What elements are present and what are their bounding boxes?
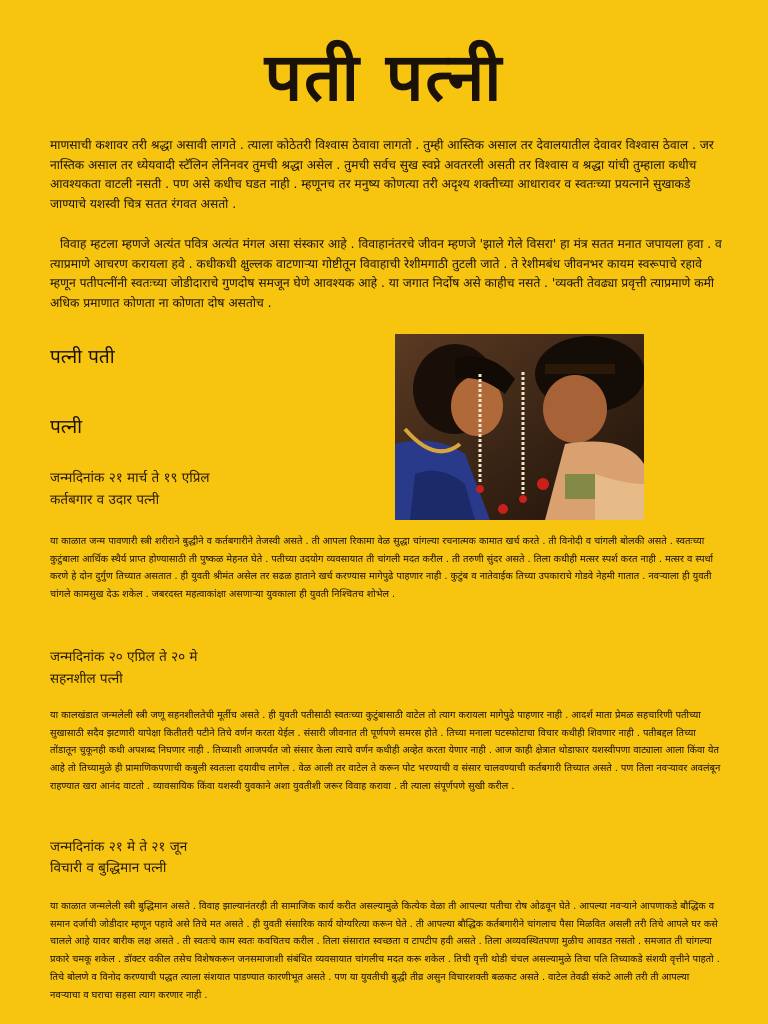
section-2-subtitle: सहनशील पत्नी — [50, 671, 123, 687]
section-2-body: या कालखंडात जन्मलेली स्त्री जणू सहनशीलतेची मूर्तीच असते . ही युवती पतीसाठी स्वतःच्या कुटुंबासाठी वाटेल तो त्याग करायला मागेपुढे पाहणार नाही . आदर्श माता प्रेमळ सहचारिणी पतीच्या सुखासाठी सदैव झटणारी यापेक्षा कितीतरी पटीने तिचे वर्णन करता येईल . संसारी जीवनात ती पूर्णपणे समरस होते . तिच्या मनाला घटस्फोटाचा विचार कधीही शिवणार नाही . पतीबद्दल तिच्या तोंडातून चुकूनही कधी अपशब्द निघणार नाही . तिच्याशी आजपर्यंत जो संसार केला त्याचे वर्णन कधीही अव्हेत करता येणार नाही . आज काही क्षेत्रात थोडाफार यशस्वीपणा वाट्याला आला किंवा येत आहे तो तिच्यामुळे ही प्रामाणिकपणाची कबुली स्वतःला दयावीच लागेल . वेळ आली तर वाटेल ते करून पोट भरण्याची व संसार चालवण्याची कर्तबगारी तिच्यात असते . पण तिला नवऱ्यावर अवलंबून राहण्यात खरा आनंद वाटतो . व्यावसायिक किंवा यशस्वी युवकाने अशा युवतीशी जरूर विवाह करावा . ती त्याला संपूर्णपणे सुखी करील . — [50, 710, 721, 792]
wedding-couple-image — [395, 334, 644, 520]
wedding-photo — [395, 334, 644, 520]
section-heading-patni: पत्नी — [50, 416, 83, 438]
section-2-date: जन्मदिनांक २० एप्रिल ते २० मे — [50, 649, 198, 665]
section-1-body: या काळात जन्म पावणारी स्त्री शरीराने बुद्धीने व कर्तबगारीने तेजस्वी असते . ती आपला रिकामा वेळ सुद्धा चांगल्या रचनात्मक कामात खर्च करते . ती विनोदी व चांगली बोलकी असते . स्वतःच्या कुटुंबाला आर्थिक स्थैर्य प्राप्त होण्यासाठी ती पुष्कळ मेहनत घेते . पतीच्या उदयोग व्यवसायात ती चांगली मदत करील . ती तरुणी सुंदर असते . तिला कधीही मत्सर स्पर्श करत नाही . मत्सर व स्पर्धा करणे हे दोन दुर्गुण तिच्यात असतात . ही युवती श्रीमंत असेल तर सढळ हाताने खर्च करण्यास मागेपुढे पाहणार नाही . कुटुंब व नातेवाईक तिच्या उपकाराचे गोडवे नेहमी गातात . नवऱ्याला ही युवती चांगले कामसुख देऊ शकेल . जबरदस्त महत्वाकांक्षा असणाऱ्या युवकाला ही युवती निश्चितच शोभेल . — [50, 536, 713, 601]
page-title: पती पत्नी — [264, 39, 504, 116]
section-3-subtitle: विचारी व बुद्धिमान पत्नी — [50, 860, 167, 876]
intro-paragraph-1: माणसाची कशावर तरी श्रद्धा असावी लागते . त्याला कोठेतरी विश्वास ठेवावा लागतो . तुम्ही आस्तिक असाल तर देवालयातील देवावर विश्वास ठेवाल . जर नास्तिक असाल तर ध्येयवादी स्टॅलिन लेनिनवर तुमची श्रद्धा असेल . तुमची सर्वच सुख स्वप्ने अवतरली असती तर विश्वास व श्रद्धा यांची तुम्हाला कधीच आवश्यकता वाटली नसती . पण असे कधीच घडत नाही . म्हणूनच तर मनुष्य कोणत्या तरी अदृश्य शक्तीच्या आधारावर व स्वतःच्या प्रयत्नाने सुखाकडे जाण्याचे यशस्वी चित्र सतत रंगवत असतो . — [50, 138, 714, 211]
section-1-date: जन्मदिनांक २१ मार्च ते १९ एप्रिल — [50, 470, 210, 486]
section-1-subtitle: कर्तबगार व उदार पत्नी — [50, 492, 160, 508]
intro-paragraph-2: विवाह म्हटला म्हणजे अत्यंत पवित्र अत्यंत मंगल असा संस्कार आहे . विवाहानंतरचे जीवन म्हणजे 'झाले गेले विसरा' हा मंत्र सतत मनात जपायला हवा . व त्याप्रमाणे आचरण करायला हवे . कधीकधी क्षुल्लक वाटणाऱ्या गोष्टीतून विवाहाची रेशीमगाठी तुटली जाते . ते रेशीमबंध जीवनभर कायम स्वरूपाचे रहावे म्हणून पतीपत्नींनी स्वतःच्या जोडीदाराचे गुणदोष समजून घेणे आवश्यक आहे . या जगात निर्दोष असे काहीच नसते . 'व्यक्ती तेवढ्या प्रवृत्ती त्याप्रमाणे कमी अधिक प्रमाणात कोणता ना कोणता दोष असतोच . — [50, 237, 722, 310]
section-3-body: या काळात जन्मलेली स्त्री बुद्धिमान असते . विवाह झाल्यानंतरही ती सामाजिक कार्य करीत असल्यामुळे कित्येक वेळा ती आपल्या पतीचा रोष ओढवून घेते . आपल्या नवऱ्याने आपणाकडे बौद्धिक व समान दर्जाची जोडीदार म्हणून पहावे असे तिचे मत असते . ही युवती संसारिक कार्य योग्यरित्या करून घेते . ती आपल्या बौद्धिक कर्तबगारीने चांगलाच पैसा मिळवित असली तरी तिचे आपले घर कसे चालले आहे यावर बारीक लक्ष असते . ती स्वतःचे काम स्वतः कवचितच करील . तिला संसारात स्वच्छता व टापटीप हवी असते . तिला अव्यवस्थितपणा मुळीच आवडत नसतो . समजात ती चांगल्या प्रकारे चमकू शकेल . डॉक्टर वकील तसेच विशेषकरून जनसमाजाशी संबंधित व्यवसायात चांगलीच मदत करू शकेल . तिची वृत्ती थोडी चंचल असल्यामुळे तिचा पति तिच्याकडे संशयी वृत्तीने पाहतो . तिचे बोलणे व विनोद करण्याची पद्धत त्याला संशयात पाडण्यात कारणीभूत असते . पण या युवतीची बुद्धी तीव्र असुन विचारशक्ती बळकट असते . वाटेल तेवढी संकटे आली तरी ती आपल्या नवऱ्याचा व घराचा सहसा त्याग करणार नाही . — [50, 901, 720, 1001]
section-heading-patni-pati: पत्नी पती — [50, 346, 115, 368]
section-3-date: जन्मदिनांक २१ मे ते २१ जून — [50, 839, 188, 855]
